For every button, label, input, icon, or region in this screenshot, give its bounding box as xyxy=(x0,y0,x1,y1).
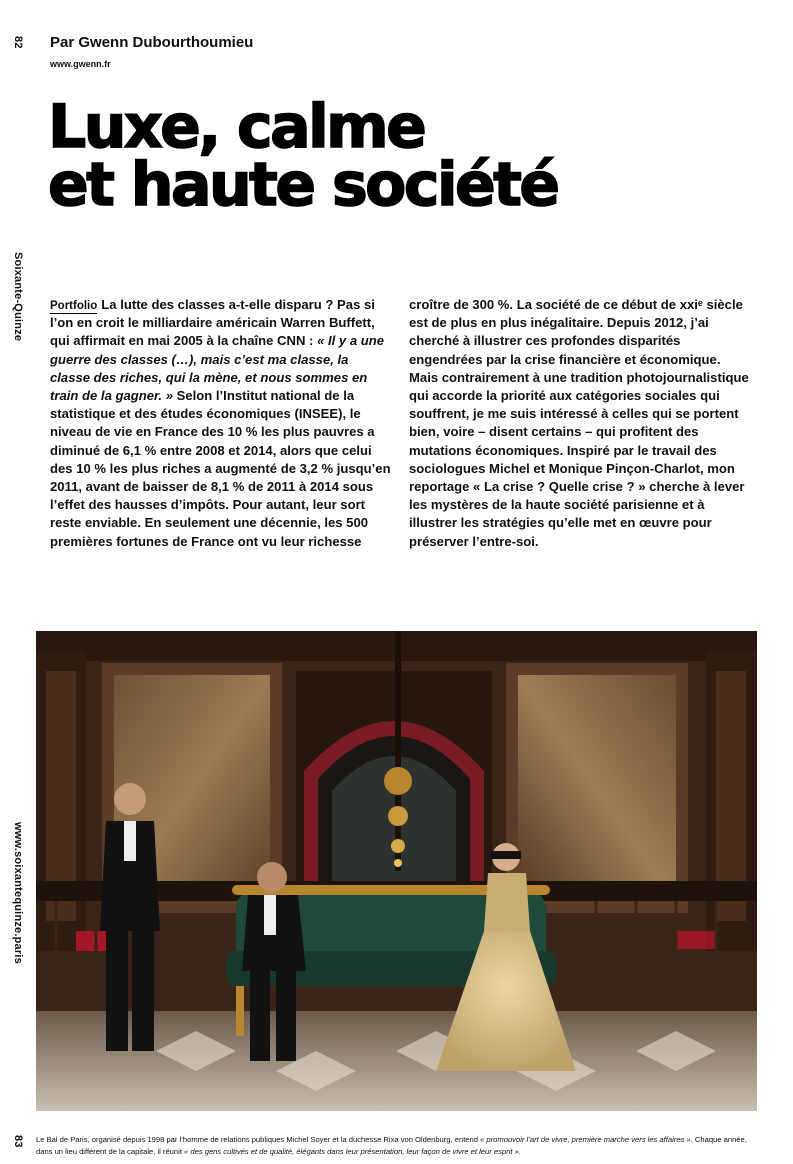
article-text-start: La lutte des classes a-t-elle disparu ? Pas si l’on en croit le milliardaire américain Warren Buffett, qui affirmait en mai 2005 à la chaîne CNN : xyxy=(50,297,375,349)
page-number-bottom: 83 xyxy=(12,1135,24,1148)
section-kicker: Portfolio xyxy=(50,300,98,312)
article-title xyxy=(48,92,558,220)
page-number-top: 82 xyxy=(12,36,24,49)
magazine-website: www.soixantequinze.paris xyxy=(12,822,24,964)
byline: Par Gwenn Dubourthoumieu xyxy=(50,34,254,51)
title-line-1: Luxe, calme xyxy=(48,92,425,162)
article-text-end: Selon l’Institut national de la statistique et des études économiques (INSEE), le niveau de vie en France des 10 % les plus pauvres a diminué de 6,1 % entre 2008 et 2014, alors que celui des 10 % les plus riches a augmenté de 3,2 % jusqu’en 2011, avant de baisser de 8,1 % de 2011 à 2014 sous l’effet des hausses d’impôts. Pour autant, leur sort reste enviable. En seulement une décennie, les 500 premières fortunes de France ont vu leur richesse croître de 300 %. La société de ce début de xxiᵉ siècle est de plus en plus inégalitaire. Depuis 2012, j’ai cherché à illustrer ces profondes disparités engendrées par la crise financière et économique. Mais contrairement à une tradition photojournalistique qui accorde la priorité aux catégories sociales qui souffrent, je me suis intéressé à celles qui se portent bien, voire – disent certains – qui profitent des mutations économiques. Inspiré par le travail des sociologues Michel et Monique Pinçon-Charlot, mon reportage « La crise ? Quelle crise ? » cherche à lever les mystères de la haute société parisienne et à illustrer les stratégies qu’elle met en œuvre pour préserver l’entre-soi. xyxy=(50,297,749,549)
ballroom-illustration xyxy=(36,631,757,1111)
caption-text-3: . xyxy=(518,1147,521,1156)
author-website[interactable]: www.gwenn.fr xyxy=(50,59,111,69)
magazine-name: Soixante-Quinze xyxy=(12,252,24,342)
article-body xyxy=(50,296,750,558)
caption-quote-2: « des gens cultivés et de qualité, élégants dans leur présentation, leur façon de vivre et leur esprit » xyxy=(184,1147,519,1156)
article-quote: « Il y a une guerre des classes (…), mais c’est ma classe, la classe des riches, qui la mène, et nous sommes en train de la gagner. » xyxy=(50,333,385,404)
photo-caption xyxy=(36,1134,758,1158)
caption-quote-1: « promouvoir l’art de vivre, première marche vers les affaires » xyxy=(480,1135,691,1144)
caption-text-2: . Chaque année, dans un lieu différent de la capitale, il réunit xyxy=(36,1135,747,1156)
article-paragraph xyxy=(50,296,750,558)
caption-text-1: Le Bal de Paris, organisé depuis 1998 par l’homme de relations publiques Michel Soyer et la duchesse Rixa von Oldenburg, entend xyxy=(36,1135,481,1144)
title-line-2: et haute société xyxy=(48,150,558,220)
ballroom-photo xyxy=(36,631,757,1111)
